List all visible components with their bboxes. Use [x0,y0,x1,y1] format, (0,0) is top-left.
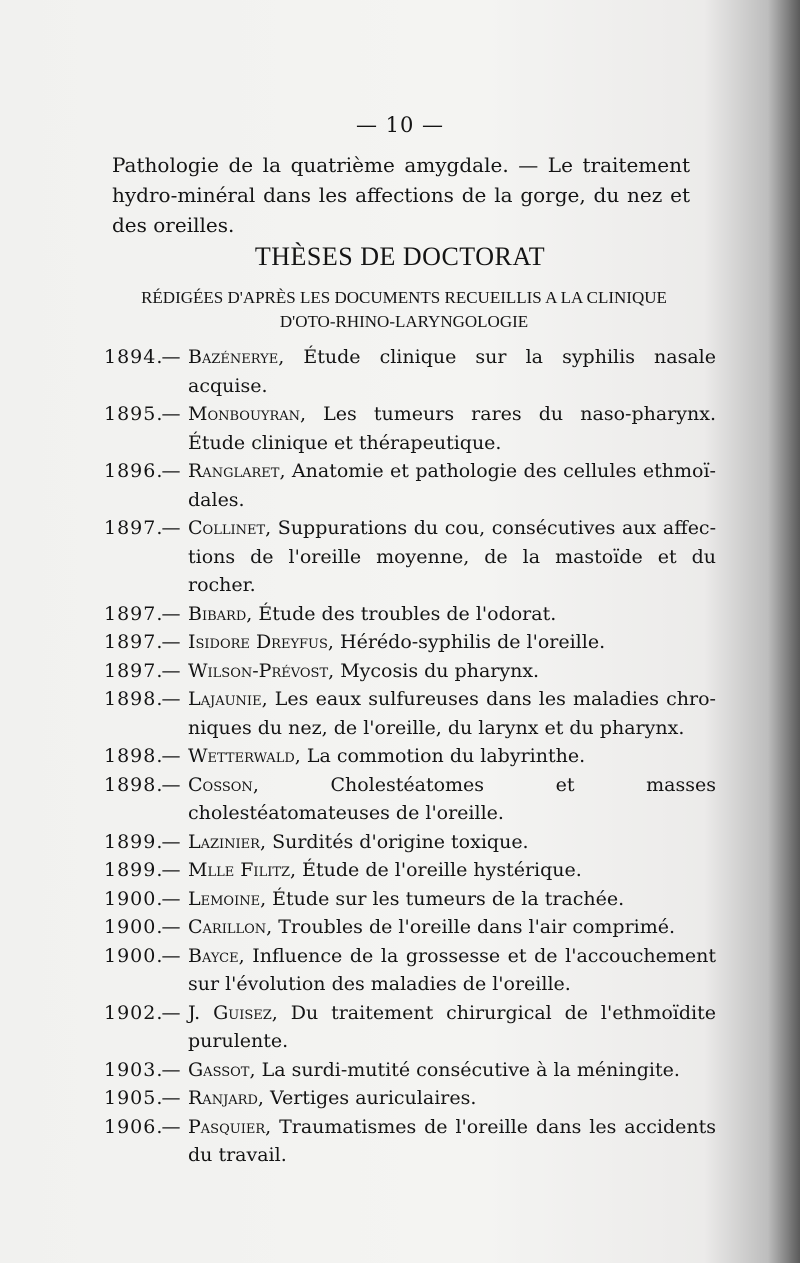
thesis-content: Lajaunie, Les eaux sulfureuses dans les maladies chro-niques du nez, de l'oreille, du larynx et du pharynx. [188,688,716,739]
thesis-author: Lajaunie [188,688,262,710]
thesis-dash: — [161,830,181,853]
thesis-dash: — [161,602,181,625]
thesis-year: 1897. [104,517,164,539]
thesis-year: 1900. [104,916,164,938]
thesis-year: 1897. [104,602,164,625]
thesis-entry [104,514,716,600]
thesis-title: Vertiges auriculaires. [269,1087,477,1109]
thesis-year: 1898. [104,688,164,710]
thesis-entry [104,885,716,914]
thesis-author: Monbouyran [188,403,301,425]
thesis-content: Ranjard, Vertiges auriculaires. [188,1087,477,1109]
section-subheading [80,286,728,334]
thesis-year: 1895. [104,403,164,425]
thesis-dash: — [161,1087,181,1109]
thesis-entry [104,942,716,999]
thesis-entry [104,856,716,885]
thesis-year: 1906. [104,1115,164,1138]
thesis-content: Collinet, Suppurations du cou, consécutives aux affec-tions de l'oreille moyenne, de la mastoïde et du rocher. [188,517,716,596]
thesis-author: Cosson [188,773,253,796]
thesis-title: La commotion du labyrinthe. [306,745,586,767]
thesis-author: Ranglaret [188,460,280,482]
thesis-year: 1899. [104,830,164,853]
thesis-content: Lemoine, Étude sur les tumeurs de la trachée. [188,887,625,910]
thesis-title: Les tumeurs rares du naso-pharynx. Étude clinique et thérapeutique. [188,403,716,454]
thesis-title: Surdités d'origine toxique. [272,830,529,853]
thesis-dash: — [161,688,181,710]
thesis-entry [104,400,716,457]
thesis-title: Suppurations du cou, consécutives aux affec-tions de l'oreille moyenne, de la mastoïde et du rocher. [188,517,716,596]
thesis-author: Carillon [188,916,267,938]
thesis-dash: — [161,403,181,425]
thesis-author: Wetterwald [188,745,295,767]
thesis-title: Hérédo-syphilis de l'oreille. [340,631,606,653]
thesis-entry [104,742,716,771]
thesis-title: Troubles de l'oreille dans l'air comprimé. [278,916,676,938]
thesis-dash: — [161,916,181,938]
thesis-content: Gassot, La surdi-mutité consécutive à la méningite. [188,1058,680,1081]
thesis-title: Étude des troubles de l'odorat. [258,602,557,625]
thesis-author: Collinet [188,517,266,539]
thesis-dash: — [161,346,181,368]
thesis-title: Anatomie et pathologie des cellules ethmoï-dales. [188,460,716,511]
thesis-dash: — [161,631,181,653]
thesis-year: 1905. [104,1087,164,1109]
thesis-dash: — [161,859,181,881]
thesis-year: 1896. [104,460,164,482]
thesis-content: Bazénerye, Étude clinique sur la syphilis nasale acquise. [188,346,716,397]
thesis-author: Lemoine [188,887,261,910]
thesis-entry [104,828,716,857]
thesis-dash: — [161,887,181,910]
thesis-entry [104,628,716,657]
thesis-title: Du traitement chirurgical de l'ethmoïdite purulente. [188,1001,716,1052]
subheading-line-1: RÉDIGÉES D'APRÈS LES DOCUMENTS RECUEILLIS A LA CLINIQUE [141,288,667,307]
thesis-entry [104,685,716,742]
theses-list [104,343,716,1170]
thesis-year: 1900. [104,944,164,967]
thesis-author: Mlle Filitz [188,859,291,881]
thesis-year: 1903. [104,1058,164,1081]
thesis-content: Ranglaret, Anatomie et pathologie des cellules ethmoï-dales. [188,460,716,511]
thesis-title: Cholestéatomes et masses cholestéatomateuses de l'oreille. [188,773,716,824]
thesis-author: Isidore Dreyfus [188,631,328,653]
thesis-title: Traumatismes de l'oreille dans les accidents du travail. [188,1115,716,1166]
thesis-year: 1899. [104,859,164,881]
thesis-content: Wilson-Prévost, Mycosis du pharynx. [188,659,540,682]
thesis-entry [104,657,716,686]
thesis-content: Bibard, Étude des troubles de l'odorat. [188,602,557,625]
intro-paragraph: Pathologie de la quatrième amygdale. — Le traitement hydro-minéral dans les affections de la gorge, du nez et des oreilles. [112,153,690,237]
thesis-content: Lazinier, Surdités d'origine toxique. [188,830,529,853]
section-heading: THÈSES DE DOCTORAT [254,242,546,271]
thesis-year: 1897. [104,631,164,653]
thesis-content: Pasquier, Traumatismes de l'oreille dans les accidents du travail. [188,1115,716,1166]
thesis-title: Étude sur les tumeurs de la trachée. [272,887,625,910]
subheading-line-2: D'OTO-RHINO-LARYNGOLOGIE [279,312,529,331]
thesis-year: 1898. [104,773,164,796]
thesis-dash: — [161,1001,181,1024]
thesis-author: Bibard [188,602,247,625]
thesis-dash: — [161,1058,181,1081]
thesis-dash: — [161,1115,181,1138]
thesis-dash: — [161,745,181,767]
thesis-year: 1902. [104,1001,164,1024]
thesis-author: J. Guisez [188,1001,272,1024]
thesis-content: Bayce, Influence de la grossesse et de l'accouchement sur l'évolution des maladies de l'oreille. [188,944,716,995]
thesis-content: Mlle Filitz, Étude de l'oreille hystérique. [188,859,582,881]
thesis-content: Wetterwald, La commotion du labyrinthe. [188,745,586,767]
thesis-title: Les eaux sulfureuses dans les maladies chro-niques du nez, de l'oreille, du larynx et du pharynx. [188,688,716,739]
thesis-entry [104,1113,716,1170]
thesis-author: Bazénerye [188,346,279,368]
thesis-author: Pasquier [188,1115,266,1138]
thesis-entry [104,457,716,514]
thesis-year: 1897. [104,659,164,682]
thesis-author: Bayce [188,944,239,967]
thesis-title: La surdi-mutité consécutive à la méningite. [261,1058,680,1081]
page-number: — 10 — [355,113,445,137]
thesis-year: 1894. [104,346,164,368]
thesis-dash: — [161,659,181,682]
thesis-dash: — [161,517,181,539]
thesis-year: 1900. [104,887,164,910]
thesis-title: Influence de la grossesse et de l'accouchement sur l'évolution des maladies de l'oreille. [188,944,716,995]
thesis-title: Étude de l'oreille hystérique. [302,859,582,881]
thesis-author: Ranjard [188,1087,258,1109]
thesis-entry [104,1084,716,1113]
thesis-entry [104,1056,716,1085]
thesis-content: Carillon, Troubles de l'oreille dans l'air comprimé. [188,916,676,938]
thesis-entry [104,913,716,942]
thesis-entry [104,343,716,400]
thesis-author: Lazinier [188,830,260,853]
thesis-content: Cosson, Cholestéatomes et masses cholestéatomateuses de l'oreille. [188,773,716,824]
thesis-year: 1898. [104,745,164,767]
thesis-dash: — [161,944,181,967]
thesis-dash: — [161,773,181,796]
thesis-author: Gassot [188,1058,250,1081]
thesis-dash: — [161,460,181,482]
thesis-entry [104,771,716,828]
thesis-author: Wilson-Prévost [188,659,329,682]
thesis-entry [104,600,716,629]
thesis-content: Monbouyran, Les tumeurs rares du naso-pharynx. Étude clinique et thérapeutique. [188,403,716,454]
thesis-title: Étude clinique sur la syphilis nasale acquise. [188,346,716,397]
thesis-title: Mycosis du pharynx. [340,659,540,682]
thesis-entry [104,999,716,1056]
thesis-content: Isidore Dreyfus, Hérédo-syphilis de l'oreille. [188,631,606,653]
thesis-content: J. Guisez, Du traitement chirurgical de l'ethmoïdite purulente. [188,1001,716,1052]
